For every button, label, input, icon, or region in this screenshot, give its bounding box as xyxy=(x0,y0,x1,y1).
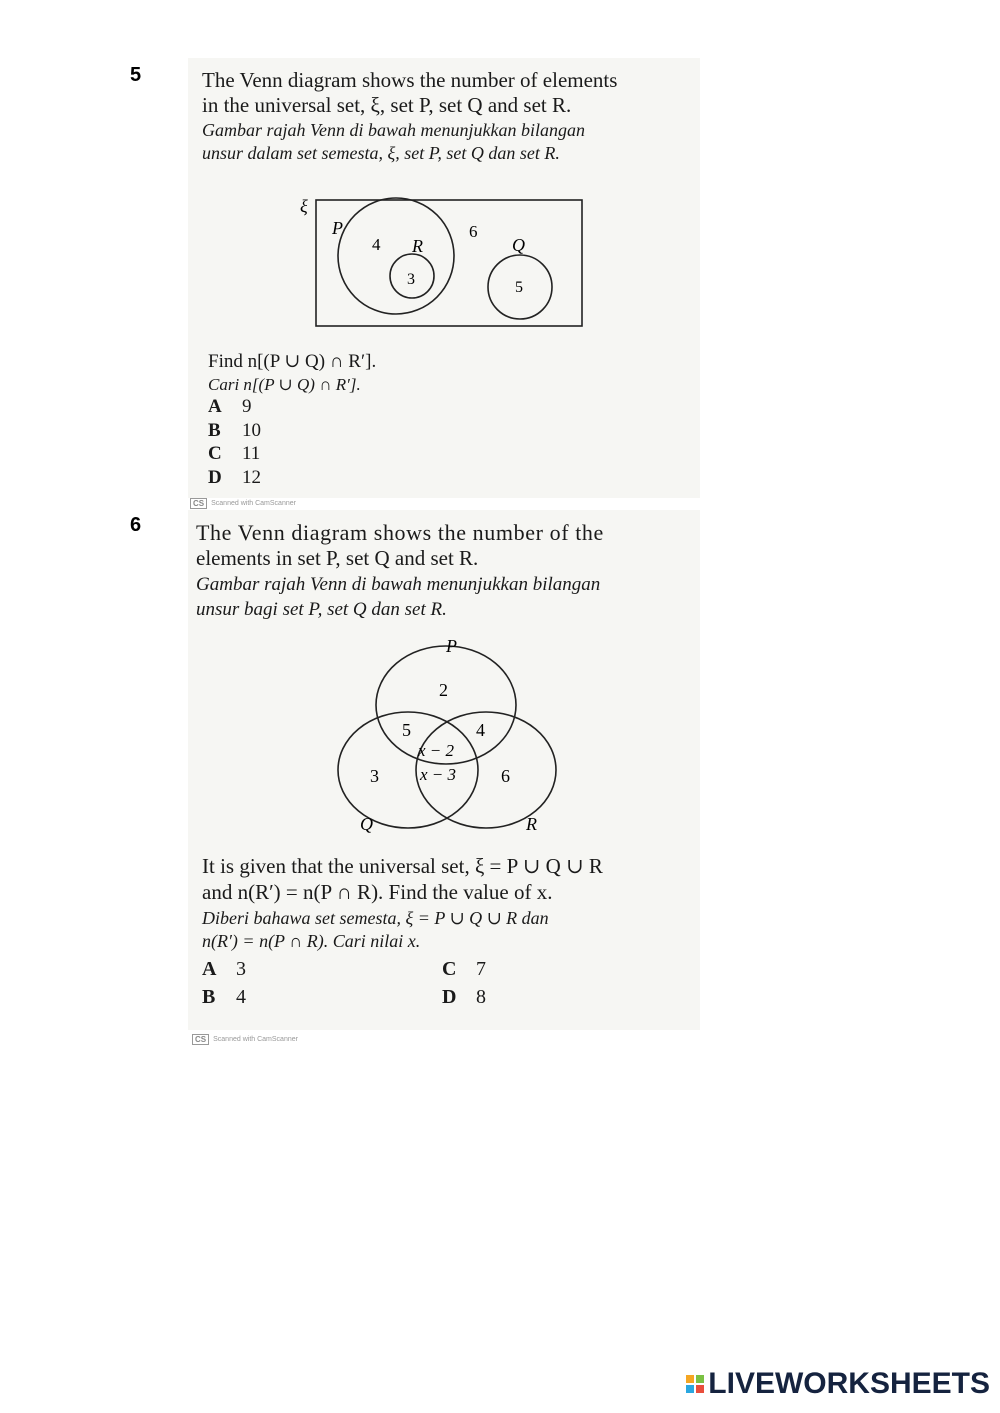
q6-given-line2: and n(R′) = n(P ∩ R). Find the value of x. xyxy=(202,880,553,904)
value-p-only: 4 xyxy=(372,235,381,254)
q5-malay-line2: unsur dalam set semesta, ξ, set P, set Q dan set R. xyxy=(202,143,560,163)
q5-option-b[interactable]: B 10 xyxy=(208,420,261,441)
q6-option-d[interactable]: D 8 xyxy=(442,986,486,1008)
q5-option-c[interactable]: C 11 xyxy=(208,443,261,464)
q6-malay-line1: Gambar rajah Venn di bawah menunjukkan bilangan xyxy=(196,574,601,595)
q6-option-b[interactable]: B 4 xyxy=(202,986,246,1008)
label-p: P xyxy=(332,218,343,238)
cs-text: Scanned with CamScanner xyxy=(213,1036,298,1043)
value-p-only: 2 xyxy=(439,680,448,700)
q5-option-d[interactable]: D 12 xyxy=(208,467,261,488)
label-q: Q xyxy=(360,814,373,834)
value-q-r: x − 3 xyxy=(420,765,457,784)
value-r-only: 6 xyxy=(501,766,510,786)
scanner-watermark-2 xyxy=(192,1034,298,1045)
value-q: 5 xyxy=(515,279,523,296)
scanner-watermark-1 xyxy=(190,498,296,509)
cs-badge: CS xyxy=(190,498,207,509)
q6-malay-line3: Diberi bahawa set semesta, ξ = P ∪ Q ∪ R dan xyxy=(202,908,549,928)
q5-malay-line1: Gambar rajah Venn di bawah menunjukkan bilangan xyxy=(202,120,585,140)
q5-option-a[interactable]: A 9 xyxy=(208,396,252,417)
q5-stem-line1: The Venn diagram shows the number of elements xyxy=(202,68,618,92)
logo-grid-icon xyxy=(686,1375,704,1393)
q5-find-en: Find n[(P ∪ Q) ∩ R′]. xyxy=(208,351,377,372)
label-p: P xyxy=(446,636,457,656)
q6-stem-line2: elements in set P, set Q and set R. xyxy=(196,546,479,570)
q6-malay-line4: n(R′) = n(P ∩ R). Cari nilai x. xyxy=(202,931,421,951)
question-number-5: 5 xyxy=(130,64,142,86)
question-number-6: 6 xyxy=(130,514,142,536)
q6-option-c[interactable]: C 7 xyxy=(442,958,486,980)
label-q: Q xyxy=(512,235,525,255)
brand-text: LIVEWORKSHEETS xyxy=(708,1367,990,1400)
value-p-q: 5 xyxy=(402,720,411,740)
label-r: R xyxy=(526,814,537,834)
cs-badge: CS xyxy=(192,1034,209,1045)
q6-stem-line1: The Venn diagram shows the number of the xyxy=(196,520,604,545)
cs-text: Scanned with CamScanner xyxy=(211,500,296,507)
q6-scan-region xyxy=(188,510,700,1030)
liveworksheets-logo xyxy=(686,1367,990,1401)
q5-stem-line2: in the universal set, ξ, set P, set Q and set R. xyxy=(202,93,572,117)
label-r: R xyxy=(412,236,423,256)
q6-malay-line2: unsur bagi set P, set Q dan set R. xyxy=(196,599,447,620)
q6-option-a[interactable]: A 3 xyxy=(202,958,246,980)
q6-given-line1: It is given that the universal set, ξ = P ∪ Q ∪ R xyxy=(202,854,603,878)
value-q-only: 3 xyxy=(370,766,379,786)
value-p-r: 4 xyxy=(476,720,485,740)
q5-venn-diagram xyxy=(288,188,598,333)
value-outside: 6 xyxy=(469,222,478,241)
q5-find-ms: Cari n[(P ∪ Q) ∩ R′]. xyxy=(208,375,361,394)
xi-label: ξ xyxy=(300,196,308,216)
value-r: 3 xyxy=(407,271,415,288)
value-p-q-r: x − 2 xyxy=(418,741,455,760)
q6-venn-diagram xyxy=(328,630,568,838)
set-p-circle xyxy=(338,198,454,314)
q5-scan-region xyxy=(188,58,700,498)
